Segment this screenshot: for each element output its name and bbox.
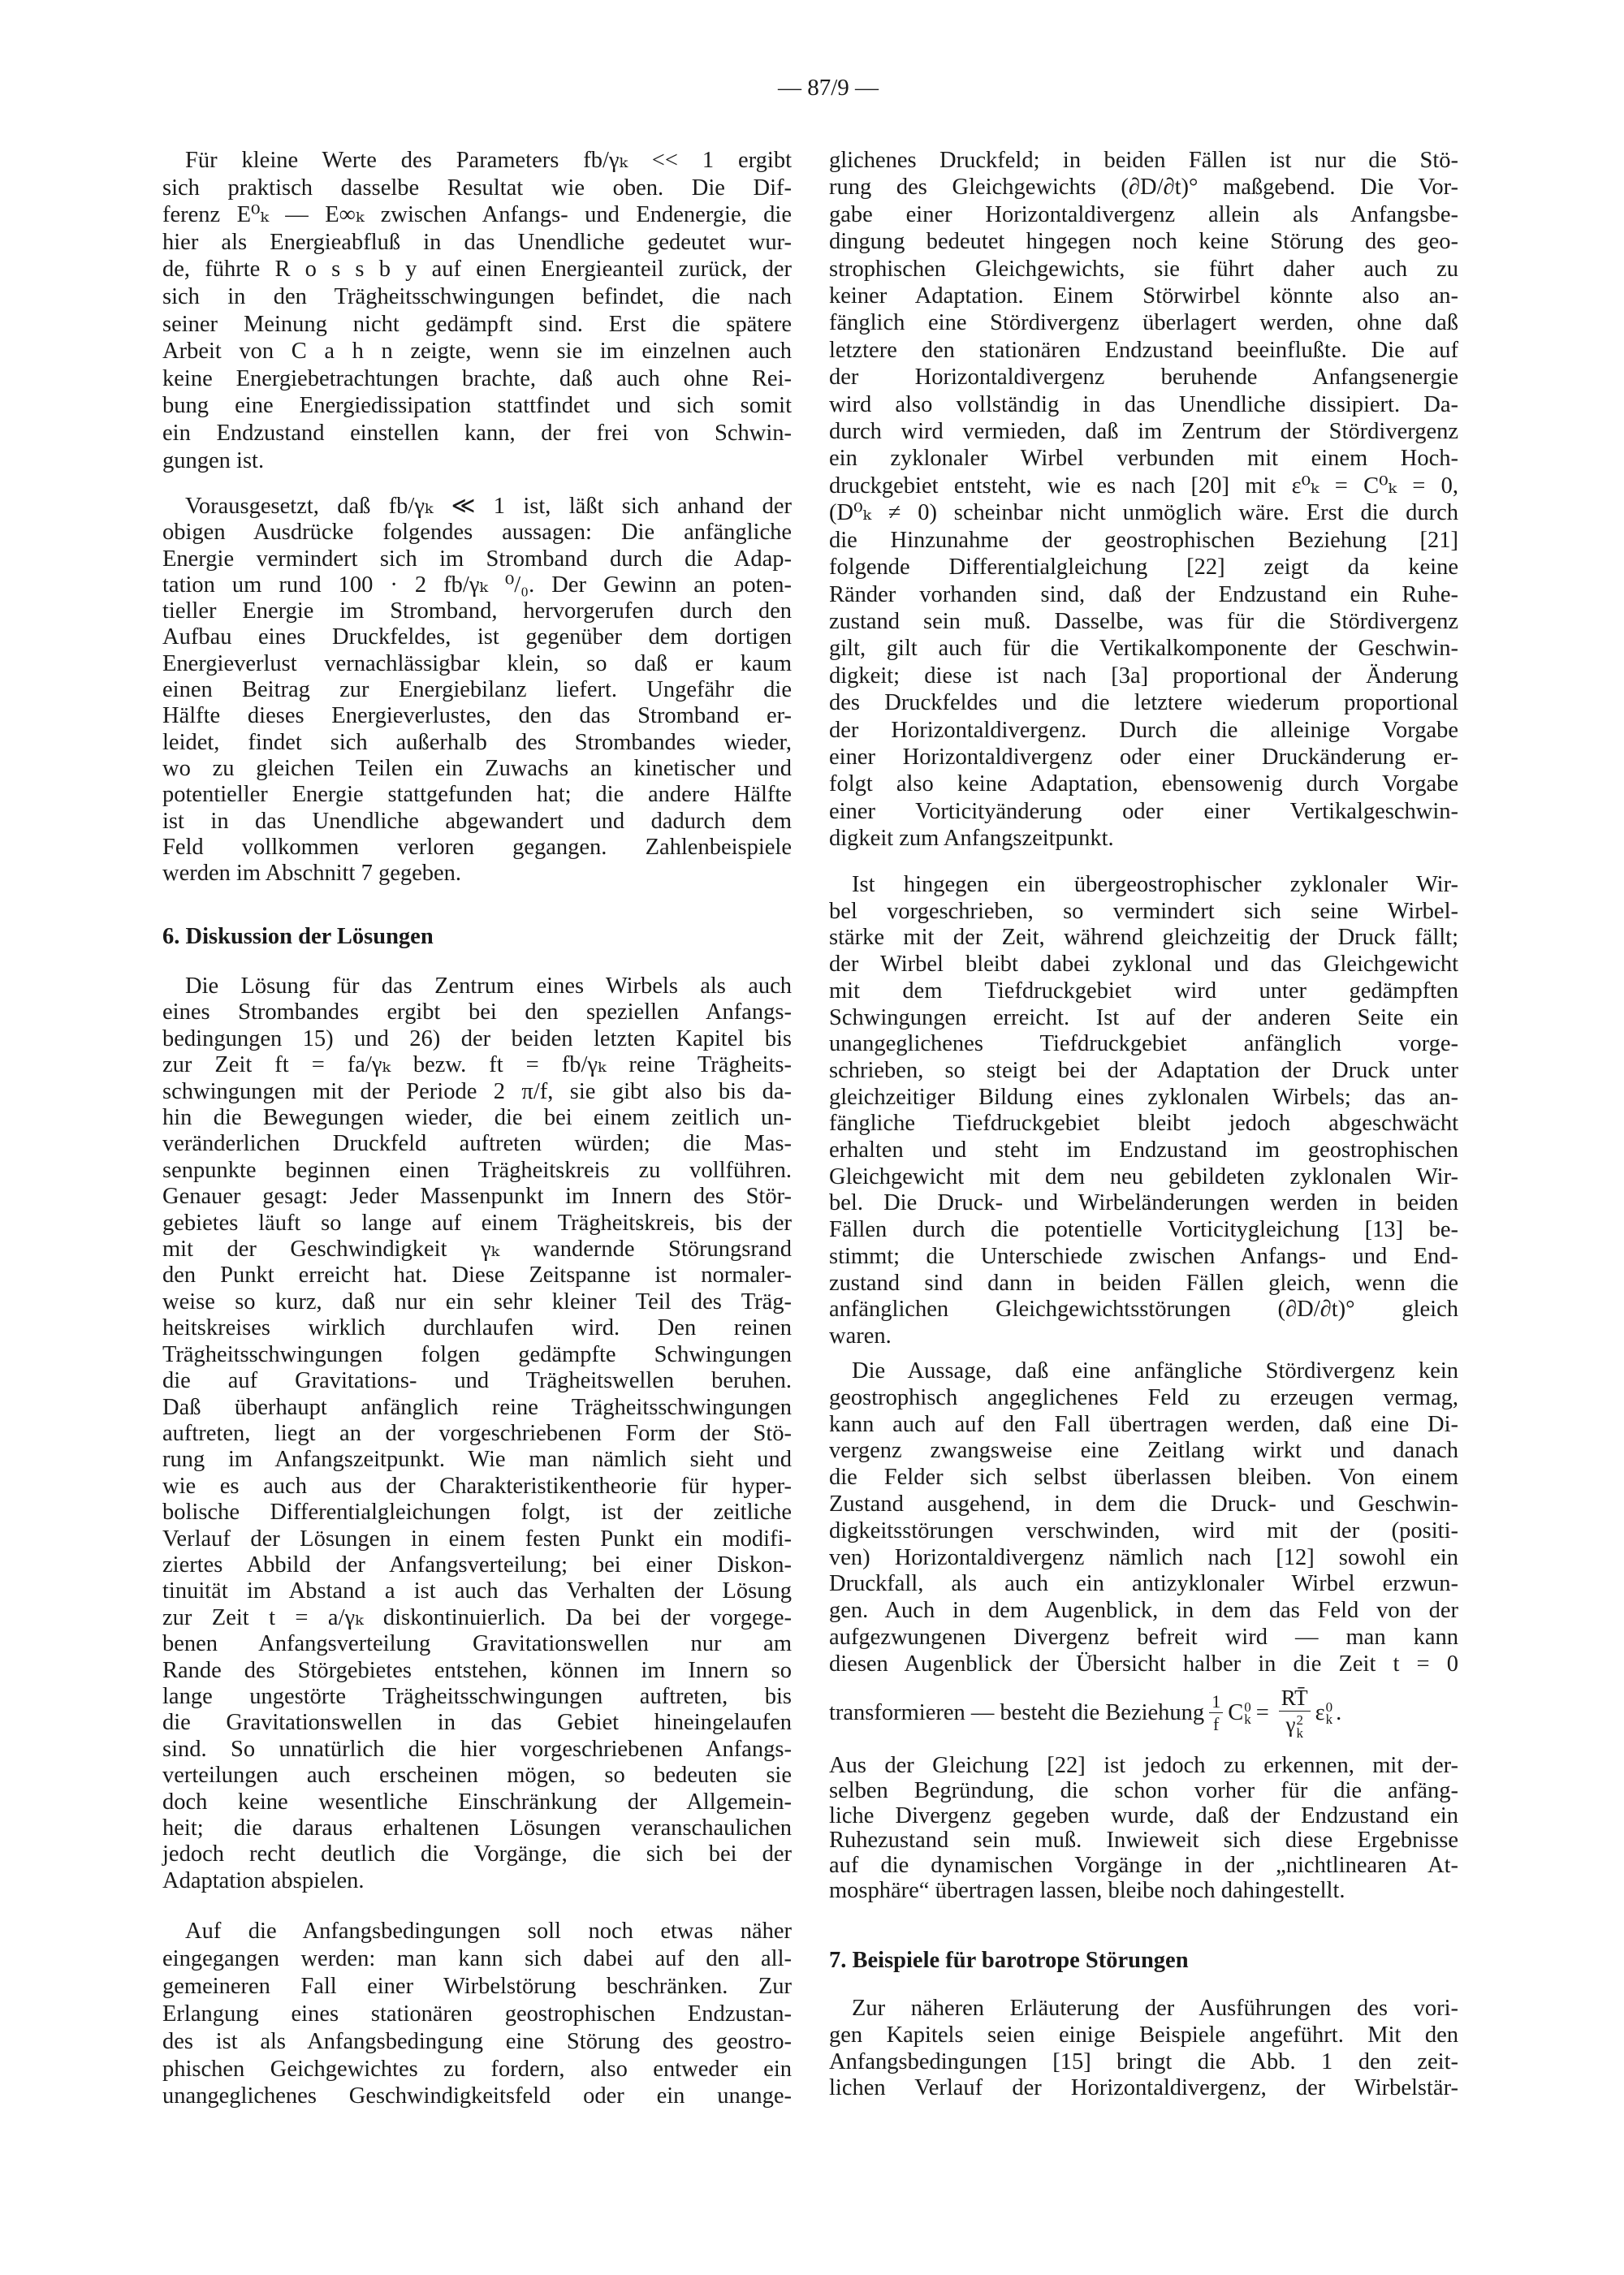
paragraph <box>162 1918 792 2110</box>
text-line: gebietes läuft so lange auf einem Trägheitskreis, bis der <box>162 1210 792 1236</box>
text-line: vergenz zwangsweise eine Zeitlang wirkt und danach <box>829 1438 1458 1464</box>
text-line: selben Begründung, die schon vorher für die anfäng- <box>829 1777 1458 1803</box>
text-line: Zustand ausgehend, in dem die Druck- und Geschwin- <box>829 1491 1458 1517</box>
text-line: gleichzeitiger Bildung eines zyklonalen Wirbels; das an- <box>829 1084 1458 1110</box>
text-line: digkeit; diese ist nach [3a] proportional der Änderung <box>829 663 1458 689</box>
section-heading-7: 7. Beispiele für barotrope Störungen <box>829 1948 1189 1973</box>
text-line: obigen Ausdrücke folgendes aussagen: Die anfängliche <box>162 520 792 546</box>
text-line: tieller Energie im Stromband, hervorgerufen durch den <box>162 598 792 624</box>
text-line: gemeineren Fall einer Wirbelstörung beschränken. Zur <box>162 1973 792 1999</box>
text-line: mosphäre“ übertragen lassen, bleibe noch dahingestellt. <box>829 1877 1345 1903</box>
text-line: dingung bedeutet hingegen noch keine Störung des geo- <box>829 229 1458 255</box>
text-line: ein Endzustand einstellen kann, der frei von Schwin- <box>162 420 792 446</box>
text-line: senpunkte beginnen einen Trägheitskreis zu vollführen. <box>162 1157 792 1183</box>
text-line: mit dem Tiefdruckgebiet wird unter gedämpften <box>829 978 1458 1004</box>
fraction-denominator: f <box>1213 1714 1220 1734</box>
text-line: gabe einer Horizontaldivergenz allein als Anfangsbe- <box>829 201 1458 227</box>
text-line: liche Divergenz gegeben wurde, daß der Endzustand ein <box>829 1802 1458 1828</box>
text-line: Trägheitsschwingungen folgen gedämpfte Schwingungen <box>162 1341 792 1367</box>
formula-line <box>829 1687 1458 1739</box>
text-line: benen Anfangsverteilung Gravitationswellen nur am <box>162 1631 792 1657</box>
text-line: Verlauf der Lösungen in einem festen Punkt ein modifi- <box>162 1526 792 1552</box>
text-line: Druckfall, als auch ein antizyklonaler Wirbel erzwun- <box>829 1571 1458 1597</box>
symbol-c: C <box>1228 1700 1244 1725</box>
text-line: potentieller Energie stattgefunden hat; die andere Hälfte <box>162 782 792 808</box>
text-line: zustand sein muß. Dasselbe, was für die Stördivergenz <box>829 608 1458 634</box>
text-line: Daß überhaupt anfänglich reine Trägheitsschwingungen <box>162 1394 792 1420</box>
text-line: die Felder sich selbst überlassen bleiben. Von einem <box>829 1465 1458 1491</box>
text-line: der Wirbel bleibt dabei zyklonal und das Gleichgewicht <box>829 952 1458 978</box>
text-line: digkeit zum Anfangszeitpunkt. <box>829 826 1114 852</box>
paragraph <box>829 1754 1458 1904</box>
paragraph <box>829 147 1458 853</box>
text-line: Aus der Gleichung [22] ist jedoch zu erkennen, mit der- <box>829 1753 1458 1778</box>
text-line: wie es auch aus der Charakteristikentheorie für hyper- <box>162 1473 792 1499</box>
paragraph <box>829 872 1458 1350</box>
text-line: fänglich eine Stördivergenz überlagert werden, ohne daß <box>829 310 1458 336</box>
text-line: Genauer gesagt: Jeder Massenpunkt im Innern des Stör- <box>162 1184 792 1210</box>
eps-sup: 0 <box>1325 1699 1333 1715</box>
equals-sign: = <box>1255 1700 1269 1725</box>
text-line: gilt, gilt auch für die Vertikalkomponente der Geschwin- <box>829 636 1458 662</box>
text-line: Die Aussage, daß eine anfängliche Stördivergenz kein <box>852 1358 1458 1384</box>
text-line: kann auch auf den Fall übertragen werden, daß eine Di- <box>829 1411 1458 1437</box>
text-line: auf die dynamischen Vorgänge in der „nichtlinearen At- <box>829 1853 1458 1879</box>
epsilon-indices <box>1326 1701 1333 1726</box>
paragraph <box>829 1996 1458 2102</box>
text-line: bel. Die Druck- und Wirbeländerungen werden in beiden <box>829 1190 1458 1216</box>
text-line: geostrophisch angeglichenes Feld zu erzeugen vermag, <box>829 1384 1458 1410</box>
text-line: bung eine Energiedissipation stattfindet und sich somit <box>162 393 792 419</box>
text-line: erhalten und steht im Endzustand im geostrophischen <box>829 1138 1458 1163</box>
c-sub: k <box>1244 1712 1251 1727</box>
text-line: hin die Bewegungen wieder, die bei einem zeitlich un- <box>162 1105 792 1131</box>
text-line: unangeglichenes Geschwindigkeitsfeld oder ein unange- <box>162 2083 792 2109</box>
text-line: mit der Geschwindigkeit γₖ wandernde Störungsrand <box>162 1237 792 1263</box>
text-line: Energieverlust vernachlässigbar klein, so daß er kaum <box>162 650 792 676</box>
text-line: phischen Geichgewichtes zu fordern, also entweder ein <box>162 2056 792 2082</box>
text-line: schrieben, so steigt bei der Adaptation der Druck unter <box>829 1057 1458 1083</box>
text-line: diesen Augenblick der Übersicht halber in die Zeit t = 0 <box>829 1651 1458 1677</box>
text-line: rung im Anfangszeitpunkt. Wie man nämlich sieht und <box>162 1447 792 1473</box>
text-line: Die Lösung für das Zentrum eines Wirbels als auch <box>185 973 792 999</box>
text-line: sind. So unnatürlich die hier vorgeschriebenen Anfangs- <box>162 1736 792 1762</box>
text-line: bolische Differentialgleichungen folgt, ist der zeitliche <box>162 1500 792 1526</box>
text-line: die Gravitationswellen in das Gebiet hineingelaufen <box>162 1710 792 1736</box>
text-line: schwingungen mit der Periode 2 π/f, sie gibt also bis da- <box>162 1078 792 1104</box>
text-line: einer Vorticityänderung oder einer Vertikalgeschwin- <box>829 798 1458 824</box>
text-line: letztere den stationären Endzustand beeinflußte. Die auf <box>829 337 1458 363</box>
text-line: stimmt; die Unterschiede zwischen Anfangs- und End- <box>829 1243 1458 1269</box>
fraction-numerator: 1 <box>1209 1693 1223 1713</box>
text-line: seiner Meinung nicht gedämpft sind. Erst die spätere <box>162 311 792 337</box>
text-line: gen Kapitels seien einige Beispiele angeführt. Mit den <box>829 2022 1458 2048</box>
text-line: Für kleine Werte des Parameters fb/γₖ << 1 ergibt <box>185 148 792 173</box>
text-line: wird also vollständig in das Unendliche dissipiert. Da- <box>829 391 1458 417</box>
text-line: lange ungestörte Trägheitsschwingungen auftreten, bis <box>162 1683 792 1709</box>
text-line: doch keine wesentliche Einschränkung der Allgemein- <box>162 1789 792 1815</box>
text-line: des ist als Anfangsbedingung eine Störung des geostro- <box>162 2028 792 2054</box>
text-line: ziertes Abbild der Anfangsverteilung; bei einer Diskon- <box>162 1552 792 1578</box>
text-line: Adaptation abspielen. <box>162 1867 365 1893</box>
period: . <box>1336 1700 1342 1725</box>
text-line: Aufbau eines Druckfeldes, ist gegenüber dem dortigen <box>162 624 792 650</box>
text-line: die Hinzunahme der geostrophischen Beziehung [21] <box>829 527 1458 553</box>
paragraph <box>829 1358 1458 1678</box>
text-line: druckgebiet entsteht, wie es nach [20] mit ε⁰ₖ = C⁰ₖ = 0, <box>829 473 1458 499</box>
text-line: unangeglichenes Tiefdruckgebiet anfänglich vorge- <box>829 1031 1458 1057</box>
text-line: ein zyklonaler Wirbel verbunden mit einem Hoch- <box>829 446 1458 472</box>
text-line: Gleichgewicht mit dem neu gebildeten zyklonalen Wir- <box>829 1163 1458 1189</box>
text-line: Ruhezustand sein muß. Inwieweit sich diese Ergebnisse <box>829 1828 1458 1854</box>
text-line: (D⁰ₖ ≠ 0) scheinbar nicht unmöglich wäre. Erst die durch <box>829 500 1458 526</box>
text-line: Arbeit von C a h n zeigte, wenn sie im einzelnen auch <box>162 339 792 365</box>
text-line: folgt also keine Adaptation, ebensowenig durch Vorgabe <box>829 771 1458 797</box>
text-line: zur Zeit t = a/γₖ diskontinuierlich. Da bei der vorgege- <box>162 1604 792 1630</box>
text-line: ist in das Unendliche abgewandert und dadurch dem <box>162 808 792 834</box>
text-line: verteilungen auch erscheinen mögen, so bedeuten sie <box>162 1763 792 1789</box>
text-line: Schwingungen erreicht. Ist auf der anderen Seite ein <box>829 1004 1458 1030</box>
fraction-denominator <box>1286 1712 1303 1739</box>
text-line: strophischen Gleichgewichts, sie führt daher auch zu <box>829 256 1458 282</box>
text-line: der Horizontaldivergenz. Durch die alleinige Vorgabe <box>829 717 1458 743</box>
text-line: anfänglichen Gleichgewichtsstörungen (∂D/∂t)° gleich <box>829 1297 1458 1323</box>
text-line: Auf die Anfangsbedingungen soll noch etwas näher <box>185 1919 792 1944</box>
text-line: einen Beitrag zur Energiebilanz liefert. Ungefähr die <box>162 677 792 703</box>
paragraph <box>162 147 792 474</box>
text-line: bedingungen 15) und 26) der beiden letzten Kapitel bis <box>162 1025 792 1051</box>
text-line: Zur näheren Erläuterung der Ausführungen des vori- <box>852 1996 1458 2021</box>
gamma-sup: 2 <box>1296 1712 1303 1729</box>
symbol-epsilon: ε <box>1315 1700 1325 1725</box>
text-line: des Druckfeldes und die letztere wiederum proportional <box>829 690 1458 716</box>
text-line: keiner Adaptation. Einem Störwirbel könnte also an- <box>829 283 1458 309</box>
page-number: — 87/9 — <box>777 75 879 101</box>
text-line: keine Energiebetrachtungen brachte, daß auch ohne Rei- <box>162 365 792 391</box>
text-line: ven) Horizontaldivergenz nämlich nach [12] sowohl ein <box>829 1544 1458 1570</box>
text-line: Ränder vorhanden sind, daß der Endzustand ein Ruhe- <box>829 581 1458 607</box>
text-line: den Punkt erreicht hat. Diese Zeitspanne ist normaler- <box>162 1263 792 1289</box>
text-line: tation um rund 100 · 2 fb/γₖ ⁰/₀. Der Gewinn an poten- <box>162 572 792 598</box>
text-line: Erlangung eines stationären geostrophischen Endzustan- <box>162 2001 792 2027</box>
text-line: fängliche Tiefdruckgebiet bleibt jedoch abgeschwächt <box>829 1111 1458 1137</box>
section-heading-6: 6. Diskussion der Lösungen <box>162 924 434 949</box>
text-line: folgende Differentialgleichung [22] zeigt da keine <box>829 555 1458 581</box>
text-line: leidet, findet sich außerhalb des Strombandes wieder, <box>162 729 792 755</box>
text-line: waren. <box>829 1323 892 1349</box>
text-line: heit; die daraus erhaltenen Lösungen veranschaulichen <box>162 1815 792 1841</box>
c-sup: 0 <box>1244 1699 1251 1715</box>
text-line: werden im Abschnitt 7 gegeben. <box>162 861 462 887</box>
text-line: digkeitsstörungen verschwinden, wird mit der (positi- <box>829 1517 1458 1543</box>
text-line: lichen Verlauf der Horizontaldivergenz, der Wirbelstär- <box>829 2075 1458 2101</box>
text-line: wo zu gleichen Teilen ein Zuwachs an kinetischer und <box>162 755 792 781</box>
eps-sub: k <box>1325 1712 1333 1727</box>
text-line: einer Horizontaldivergenz oder einer Druckänderung er- <box>829 744 1458 770</box>
text-line: eingegangen werden: man kann sich dabei auf den all- <box>162 1945 792 1971</box>
text-line: Rande des Störgebietes entstehen, können im Innern so <box>162 1657 792 1683</box>
text-line: die auf Gravitations- und Trägheitswellen beruhen. <box>162 1368 792 1394</box>
text-line: Feld vollkommen verloren gegangen. Zahlenbeispiele <box>162 834 792 860</box>
text-line: hier als Energieabfluß in das Unendliche gedeutet wur- <box>162 229 792 255</box>
text-line: aufgezwungenen Divergenz befreit wird — man kann <box>829 1624 1458 1650</box>
fraction-1-over-f <box>1209 1693 1223 1733</box>
text-line: weise so kurz, daß nur ein sehr kleiner Teil des Träg- <box>162 1289 792 1314</box>
paragraph <box>162 973 792 1894</box>
text-line: sich praktisch dasselbe Resultat wie oben. Die Dif- <box>162 175 792 201</box>
text-line: jedoch recht deutlich die Vorgänge, die sich bei der <box>162 1841 792 1867</box>
text-line: der Horizontaldivergenz beruhende Anfangsenergie <box>829 365 1458 391</box>
text-line: stärke mit der Zeit, während gleichzeitig der Druck fällt; <box>829 925 1458 951</box>
text-line: tinuität im Abstand a ist auch das Verhalten der Lösung <box>162 1578 792 1604</box>
fraction-rt-over-gamma <box>1279 1687 1311 1739</box>
text-line: rung des Gleichgewichts (∂D/∂t)° maßgebend. Die Vor- <box>829 175 1458 201</box>
text-line: Energie vermindert sich im Stromband durch die Adap- <box>162 546 792 572</box>
text-line: de, führte R o s s b y auf einen Energieanteil zurück, der <box>162 257 792 283</box>
text-line: Vorausgesetzt, daß fb/γₖ ≪ 1 ist, läßt sich anhand der <box>185 494 792 519</box>
text-line: eines Strombandes ergibt bei den speziellen Anfangs- <box>162 999 792 1025</box>
text-line: gungen ist. <box>162 447 265 473</box>
text-line: Anfangsbedingungen [15] bringt die Abb. 1 den zeit- <box>829 2048 1458 2074</box>
text-line: heitskreises wirklich durchlaufen wird. Den reinen <box>162 1315 792 1341</box>
text-line: zustand sind dann in beiden Fällen gleich, wenn die <box>829 1270 1458 1296</box>
text-line: sich in den Trägheitsschwingungen befindet, die nach <box>162 283 792 309</box>
formula-text: transformieren — besteht die Beziehung <box>829 1700 1205 1725</box>
text-line: bel vorgeschrieben, so vermindert sich seine Wirbel- <box>829 898 1458 924</box>
gamma-sub: k <box>1296 1725 1303 1741</box>
text-line: zur Zeit ft = fa/γₖ bezw. ft = fb/γₖ reine Trägheits- <box>162 1052 792 1078</box>
text-line: veränderlichen Druckfeld auftreten würden; die Mas- <box>162 1131 792 1157</box>
gamma-indices <box>1296 1714 1303 1739</box>
text-line: auftreten, liegt an der vorgeschriebenen Form der Stö- <box>162 1420 792 1446</box>
text-line: Hälfte dieses Energieverlustes, den das Stromband er- <box>162 703 792 729</box>
text-line: glichenes Druckfeld; in beiden Fällen ist nur die Stö- <box>829 148 1458 173</box>
gamma: γ <box>1285 1712 1296 1737</box>
fraction-numerator: RT̄ <box>1279 1687 1311 1712</box>
text-line: ferenz E⁰ₖ — E∞ₖ zwischen Anfangs- und Endenergie, die <box>162 202 792 228</box>
text-line: Ist hingegen ein übergeostrophischer zyklonaler Wir- <box>852 872 1458 897</box>
text-line: gen. Auch in dem Augenblick, in dem das Feld von der <box>829 1598 1458 1624</box>
c-indices <box>1244 1701 1251 1726</box>
paragraph <box>162 494 792 887</box>
text-line: durch wird vermieden, daß im Zentrum der Stördivergenz <box>829 419 1458 445</box>
text-line: Fällen durch die potentielle Vorticitygleichung [13] be- <box>829 1217 1458 1243</box>
